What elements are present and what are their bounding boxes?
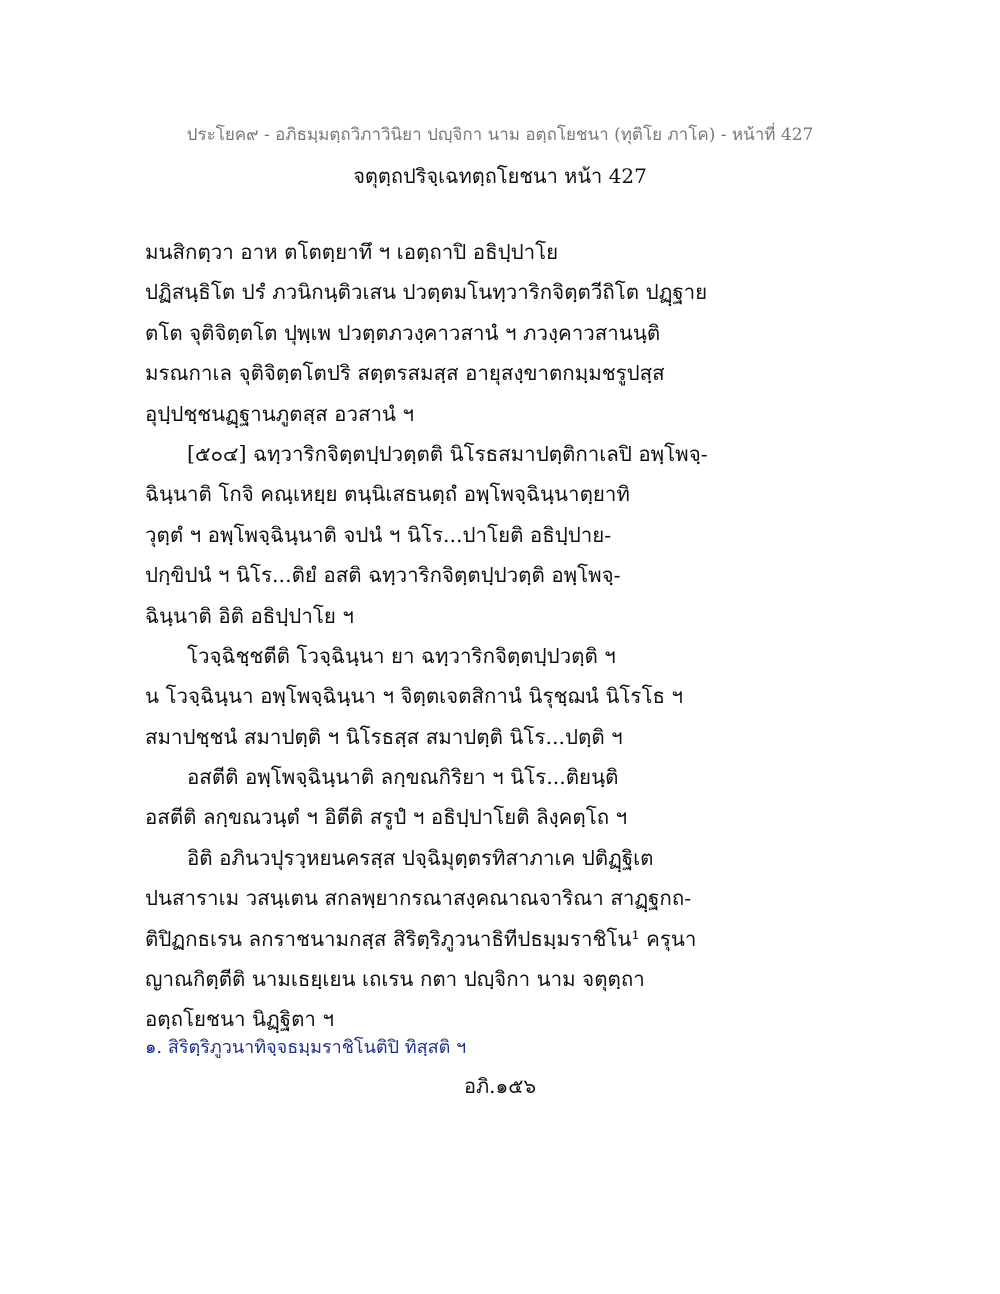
text-line: ญาณกิตฺตีติ นามเธยฺเยน เถเรน กตา ปญฺจิกา นาม จตุตฺถา [145,967,645,992]
text-line: น โวจฺฉินฺนา อพฺโพจฺฉินฺนา ฯ จิตฺตเจตสิกานํ นิรุชฺฌนํ นิโรโธ ฯ [145,684,683,709]
text-line: ตโต จุติจิตฺตโต ปุพฺเพ ปวตฺตภวงฺคาวสานํ ฯ ภวงฺคาวสานนฺติ [145,320,661,345]
text-line: ติปิฏกธเรน ลกราชนามกสฺส สิริตฺริภูวนาธิทีปธมฺมราชิโน¹ ครุนา [145,926,697,951]
text-line: อสตีติ ลกฺขณวนฺตํ ฯ อิตีติ สรูปํ ฯ อธิปฺปาโยติ ลิงฺคตฺโถ ฯ [145,805,628,830]
text-line: อุปฺปชฺชนฏฺฐานภูตสฺส อวสานํ ฯ [145,401,415,426]
text-line: ปนสาราเม วสนฺเตน สกลพฺยากรณาสงฺคณาณจาริณา สาฏฺฐกถ- [145,886,692,911]
paragraph-start-line: โวจฺฉิชฺชตีติ โวจฺฉินฺนา ยา ฉทฺวาริกจิตฺตปฺปวตฺติ ฯ [187,643,616,668]
paragraph-start-line: อสตีติ อพฺโพจฺฉินฺนาติ ลกฺขณกิริยา ฯ นิโร...ติยนฺติ [187,765,619,790]
footnote: ๑. สิริตฺริภูวนาทิจฺจธมฺมราชิโนติปิ ทิสฺสติ ฯ [145,1037,467,1058]
paragraph-start-line: [๕๐๔] ฉทฺวาริกจิตฺตปฺปวตฺตติ นิโรธสมาปตฺติกาเลปิ อพฺโพจฺ- [187,441,708,466]
chapter-title: จตุตฺถปริจฺเฉทตฺถโยชนา หน้า 427 [353,164,647,188]
body-text [145,232,865,1040]
paragraph-start-line: อิติ อภินวปุรวฺหยนครสฺส ปจฺฉิมุตฺตรทิสาภาเค ปติฏฺฐิเต [187,845,654,870]
text-line: ฉินฺนาติ อิติ อธิปฺปาโย ฯ [145,603,354,628]
running-header: ประโยค๙ - อภิธมฺมตฺถวิภาวินิยา ปญฺจิกา นาม อตฺถโยชนา (ทุติโย ภาโค) - หน้าที่ 427 [186,125,814,145]
text-line: วุตฺตํ ฯ อพฺโพจฺฉินฺนาติ จปนํ ฯ นิโร...ปาโยติ อธิปฺปาย- [145,522,612,547]
text-line: มรณกาเล จุติจิตฺตโตปริ สตฺตรสมสฺส อายุสงฺขาตกมฺมชรูปสฺส [145,361,665,386]
text-line: ปฏิสนฺธิโต ปรํ ภวนิกนฺติวเสน ปวตฺตมโนทฺวาริกจิตฺตวีถิโต ปฏฺฐาย [145,280,708,305]
page-signature: อภิ.๑๕๖ [463,1074,537,1098]
text-line: อตฺถโยชนา นิฏฺฐิตา ฯ [145,1007,334,1032]
text-line: ฉินฺนาติ โกจิ คณฺเหยฺย ตนฺนิเสธนตฺถํ อพฺโพจฺฉินฺนาตฺยาทิ [145,482,630,507]
text-line: ปกฺขิปนํ ฯ นิโร...ติยํ อสติ ฉทฺวาริกจิตฺตปฺปวตฺติ อพฺโพจฺ- [145,563,621,588]
text-line: มนสิกตฺวา อาห ตโตตฺยาทึ ฯ เอตฺถาปิ อธิปฺปาโย [145,240,559,264]
text-line: สมาปชฺชนํ สมาปตฺติ ฯ นิโรธสฺส สมาปตฺติ นิโร...ปตฺติ ฯ [145,724,623,749]
